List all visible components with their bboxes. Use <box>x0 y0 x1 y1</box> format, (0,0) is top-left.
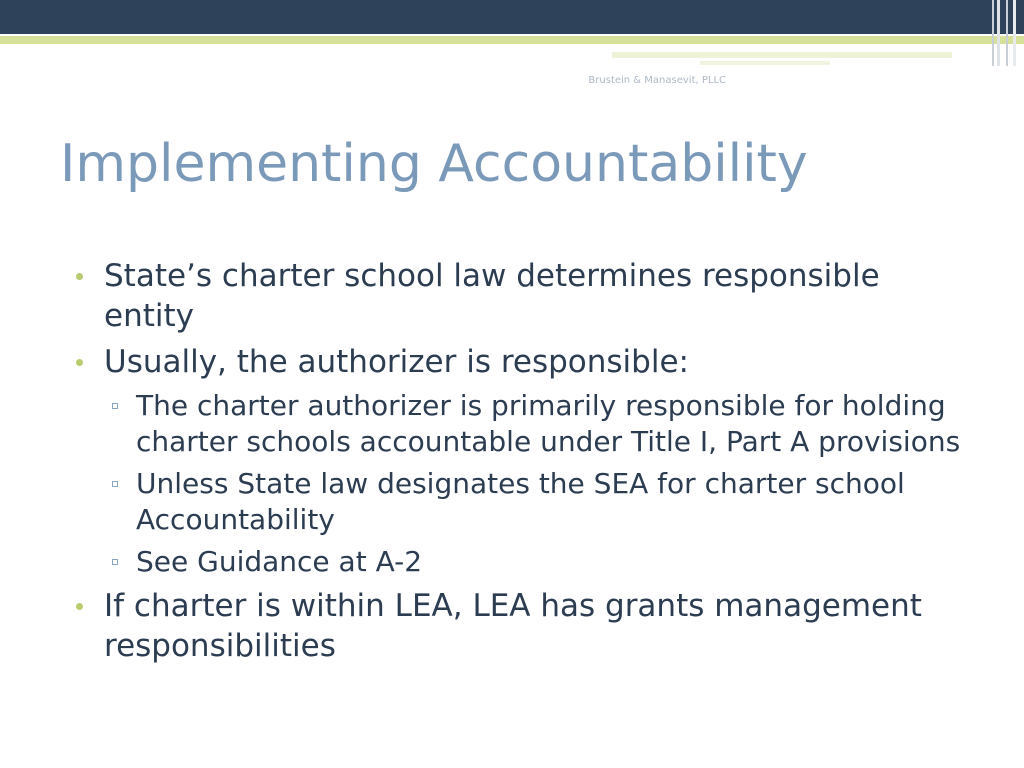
sub-bullet-text: Unless State law designates the SEA for charter school Accountability <box>136 467 905 536</box>
sub-bullet-text: The charter authorizer is primarily responsible for holding charter schools accountable under Title I, Part A provisions <box>136 389 961 458</box>
firm-name: Brustein & Manasevit, PLLC <box>588 75 726 86</box>
accent-line-pale-short <box>700 61 830 65</box>
slide-body <box>72 256 972 672</box>
bullet-dot-icon <box>76 603 83 610</box>
bullet-list <box>72 256 972 382</box>
accent-line-pale <box>612 52 952 58</box>
sub-bullet-item <box>72 388 972 460</box>
sub-bullet-list <box>72 388 972 580</box>
stripe <box>1013 0 1016 66</box>
sub-bullet-item <box>72 544 972 580</box>
header-band <box>0 0 1024 34</box>
square-bullet-icon <box>112 403 118 409</box>
bullet-dot-icon <box>76 273 83 280</box>
bullet-item <box>72 256 972 336</box>
sub-bullet-item <box>72 466 972 538</box>
sub-bullet-text: See Guidance at A-2 <box>136 545 423 578</box>
slide-title: Implementing Accountability <box>60 134 808 194</box>
bullet-list <box>72 586 972 666</box>
edge-stripes <box>984 0 1024 66</box>
stripe <box>1006 0 1008 66</box>
bullet-dot-icon <box>76 359 83 366</box>
bullet-text: Usually, the authorizer is responsible: <box>104 344 689 380</box>
accent-line <box>0 36 1024 44</box>
square-bullet-icon <box>112 481 118 487</box>
bullet-item <box>72 342 972 382</box>
bullet-item <box>72 586 972 666</box>
stripe <box>992 0 994 66</box>
bullet-text: If charter is within LEA, LEA has grants management responsibilities <box>104 588 922 664</box>
stripe <box>997 0 1000 66</box>
bullet-text: State’s charter school law determines responsible entity <box>104 258 880 334</box>
square-bullet-icon <box>112 559 118 565</box>
